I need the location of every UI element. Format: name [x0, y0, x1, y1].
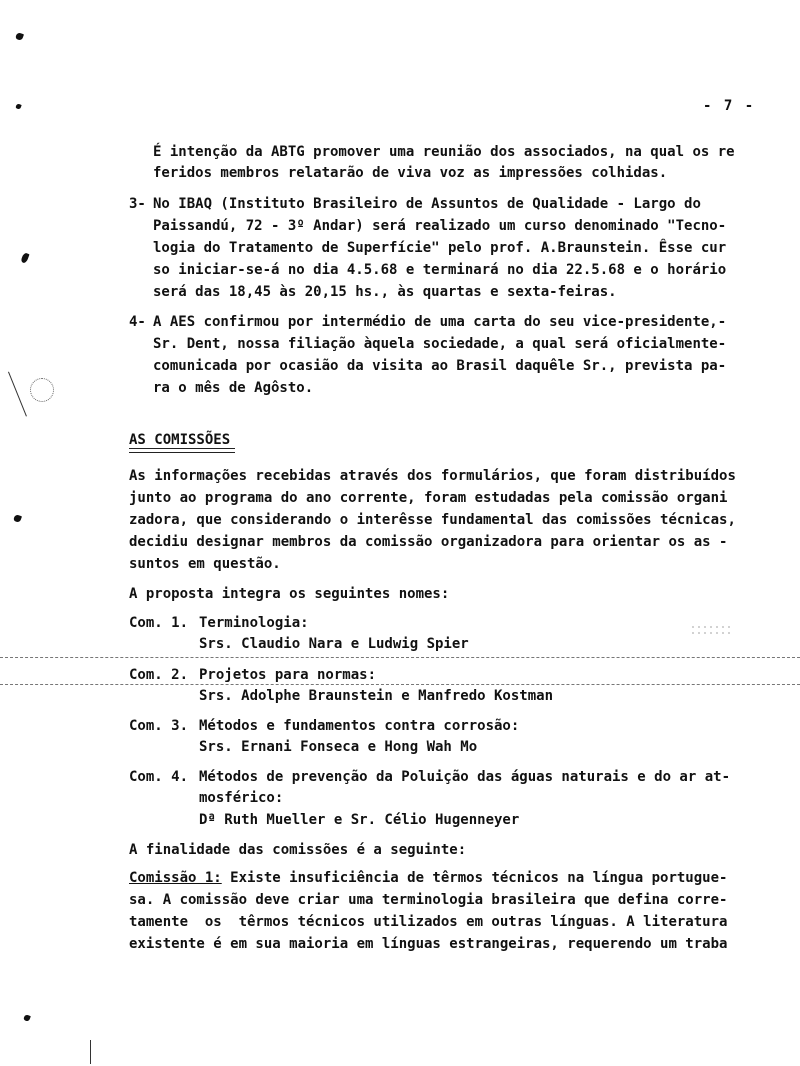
section-paragraph-line: zadora, que considerando o interêsse fundamental das comissões técnicas, [129, 512, 736, 528]
item-4-label: 4- [129, 314, 146, 330]
page-fold-line [0, 657, 800, 658]
finality-intro: A finalidade das comissões é a seguinte: [129, 842, 467, 858]
commission-1-line: sa. A comissão deve criar uma terminologia brasileira que defina corre- [129, 892, 728, 908]
commission-title: Terminologia: [199, 615, 309, 631]
section-title-double-underline [129, 448, 235, 453]
section-paragraph-line: As informações recebidas através dos formulários, que foram distribuídos [129, 468, 736, 484]
commission-title: Métodos e fundamentos contra corrosão: [199, 718, 520, 734]
intro-line-2: feridos membros relatarão de viva voz as impressões colhidas. [153, 165, 668, 181]
commission-1-paragraph-first-line [129, 868, 727, 888]
intro-line-1: É intenção da ABTG promover uma reunião dos associados, na qual os re [153, 144, 735, 160]
scan-speck [15, 103, 21, 109]
section-title: AS COMISSÕES [129, 432, 231, 448]
item-4-line: comunicada por ocasião da visita ao Brasil daquêle Sr., prevista pa- [153, 358, 727, 374]
item-4-line: Sr. Dent, nossa filiação àquela sociedade, a qual será oficialmente- [153, 336, 727, 352]
scan-circle-mark [30, 378, 54, 402]
item-4-line: A AES confirmou por intermédio de uma carta do seu vice-presidente,- [153, 314, 727, 330]
commission-members: Srs. Adolphe Braunstein e Manfredo Kostman [199, 688, 554, 704]
item-3-line: so iniciar-se-á no dia 4.5.68 e terminará no dia 22.5.68 e o horário [153, 262, 727, 278]
commission-1-label: Comissão 1: [129, 870, 222, 886]
item-3-label: 3- [129, 196, 146, 212]
commission-label: Com. 2. [129, 667, 189, 683]
scan-dots [690, 624, 730, 638]
page-fold-line [0, 684, 800, 685]
commission-1-text: Existe insuficiência de têrmos técnicos na língua portugue- [221, 870, 728, 886]
commission-title-continued: mosférico: [199, 790, 284, 806]
section-paragraph-line: decidiu designar membros da comissão organizadora para orientar os as - [129, 534, 728, 550]
commission-label: Com. 4. [129, 769, 189, 785]
commission-title: Projetos para normas: [199, 667, 377, 683]
item-3-line: No IBAQ (Instituto Brasileiro de Assuntos de Qualidade - Largo do [153, 196, 701, 212]
proposal-intro: A proposta integra os seguintes nomes: [129, 586, 450, 602]
commission-label: Com. 1. [129, 615, 189, 631]
commission-1-line: existente é em sua maioria em línguas estrangeiras, requerendo um traba [129, 936, 728, 952]
scan-stroke [8, 372, 27, 417]
commission-title: Métodos de prevenção da Poluição das águas naturais e do ar at- [199, 769, 731, 785]
scan-speck [15, 32, 24, 41]
scan-stroke [90, 1040, 91, 1064]
scan-speck [20, 252, 29, 263]
item-3-line: Paissandú, 72 - 3º Andar) será realizado um curso denominado "Tecno- [153, 218, 727, 234]
item-3-line: será das 18,45 às 20,15 hs., às quartas e sexta-feiras. [153, 284, 617, 300]
commission-1-line: tamente os têrmos técnicos utilizados em outras línguas. A literatura [129, 914, 728, 930]
section-paragraph-line: suntos em questão. [129, 556, 281, 572]
commission-members: Dª Ruth Mueller e Sr. Célio Hugenneyer [199, 812, 520, 828]
commission-label: Com. 3. [129, 718, 189, 734]
commission-members: Srs. Ernani Fonseca e Hong Wah Mo [199, 739, 478, 755]
item-4-line: ra o mês de Agôsto. [153, 380, 314, 396]
section-paragraph-line: junto ao programa do ano corrente, foram estudadas pela comissão organi [129, 490, 728, 506]
scan-speck [23, 1014, 31, 1022]
item-3-line: logia do Tratamento de Superfície" pelo prof. A.Braunstein. Êsse cur [153, 240, 727, 256]
scan-speck [13, 514, 22, 523]
page-number: - 7 - [703, 98, 756, 114]
commission-members: Srs. Claudio Nara e Ludwig Spier [199, 636, 469, 652]
